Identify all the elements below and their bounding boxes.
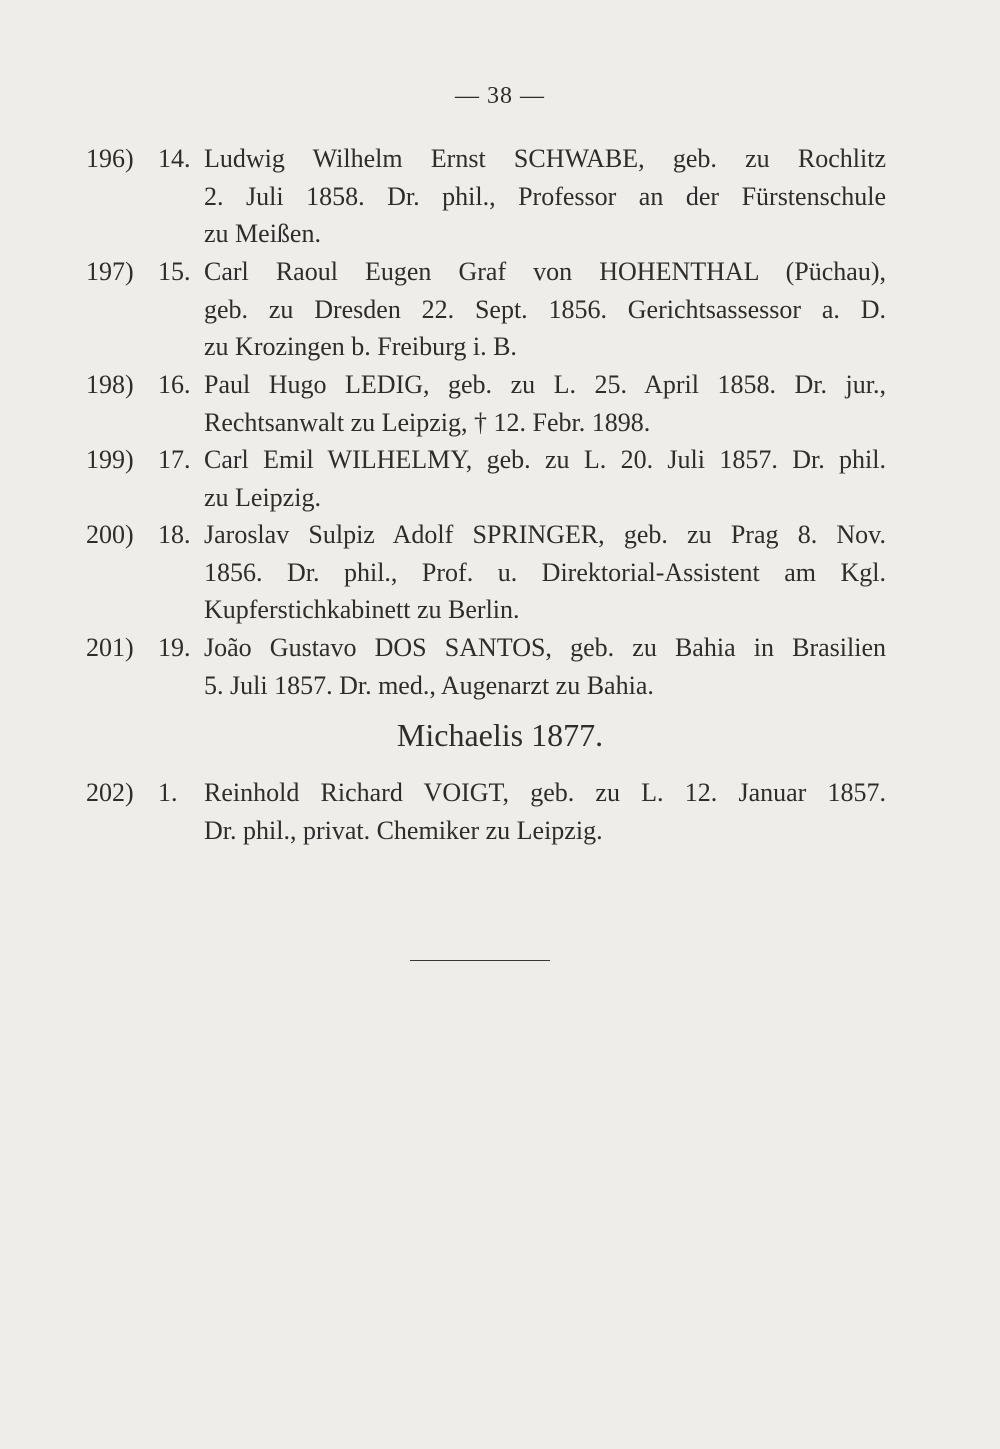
entry-201 xyxy=(86,629,886,704)
class-number: 18. xyxy=(158,520,191,549)
entry-199 xyxy=(86,441,886,516)
section-heading: Michaelis 1877. xyxy=(396,717,604,753)
entry-197 xyxy=(86,253,886,366)
register-number: 199) xyxy=(86,445,134,474)
entry-line: Ludwig Wilhelm Ernst SCHWABE, geb. zu Rochlitz xyxy=(204,144,886,173)
entry-line: Dr. phil., privat. Chemiker zu Leipzig. xyxy=(204,815,603,845)
entry-line: zu Krozingen b. Freiburg i. B. xyxy=(204,332,517,362)
entry-line: Paul Hugo LEDIG, geb. zu L. 25. April 1858. Dr. jur., xyxy=(204,370,886,399)
entry-198 xyxy=(86,366,886,441)
entry-line: 2. Juli 1858. Dr. phil., Professor an der Fürstenschule xyxy=(204,181,886,211)
entry-line: Reinhold Richard VOIGT, geb. zu L. 12. Januar 1857. xyxy=(204,778,886,807)
entry-202 xyxy=(86,774,886,849)
class-number: 19. xyxy=(158,633,191,662)
entry-line: Carl Emil WILHELMY, geb. zu L. 20. Juli 1857. Dr. phil. xyxy=(204,445,886,474)
entry-line: geb. zu Dresden 22. Sept. 1856. Gerichtsassessor a. D. xyxy=(204,294,886,324)
register-number: 202) xyxy=(86,778,134,807)
entry-line: 1856. Dr. phil., Prof. u. Direktorial-Assistent am Kgl. xyxy=(204,557,886,587)
page-number: — 38 — xyxy=(455,83,545,109)
register-number: 196) xyxy=(86,144,134,173)
entry-line: Rechtsanwalt zu Leipzig, † 12. Febr. 1898. xyxy=(204,407,651,437)
entry-196 xyxy=(86,140,886,253)
entry-line: zu Meißen. xyxy=(204,219,321,249)
entry-200 xyxy=(86,516,886,629)
register-number: 200) xyxy=(86,520,134,549)
entry-line: Kupferstichkabinett zu Berlin. xyxy=(204,595,520,625)
entry-line: Jaroslav Sulpiz Adolf SPRINGER, geb. zu Prag 8. Nov. xyxy=(204,520,886,549)
class-number: 14. xyxy=(158,144,191,173)
class-number: 16. xyxy=(158,370,191,399)
closing-rule xyxy=(410,960,550,961)
entry-line: 5. Juli 1857. Dr. med., Augenarzt zu Bahia. xyxy=(204,670,654,700)
register-number: 198) xyxy=(86,370,134,399)
register-number: 197) xyxy=(86,257,134,286)
class-number: 1. xyxy=(158,778,178,807)
entry-line: João Gustavo DOS SANTOS, geb. zu Bahia in Brasilien xyxy=(204,633,886,662)
register-number: 201) xyxy=(86,633,134,662)
class-number: 15. xyxy=(158,257,191,286)
entry-line: Carl Raoul Eugen Graf von HOHENTHAL (Püchau), xyxy=(204,257,886,286)
entry-line: zu Leipzig. xyxy=(204,482,321,512)
class-number: 17. xyxy=(158,445,191,474)
